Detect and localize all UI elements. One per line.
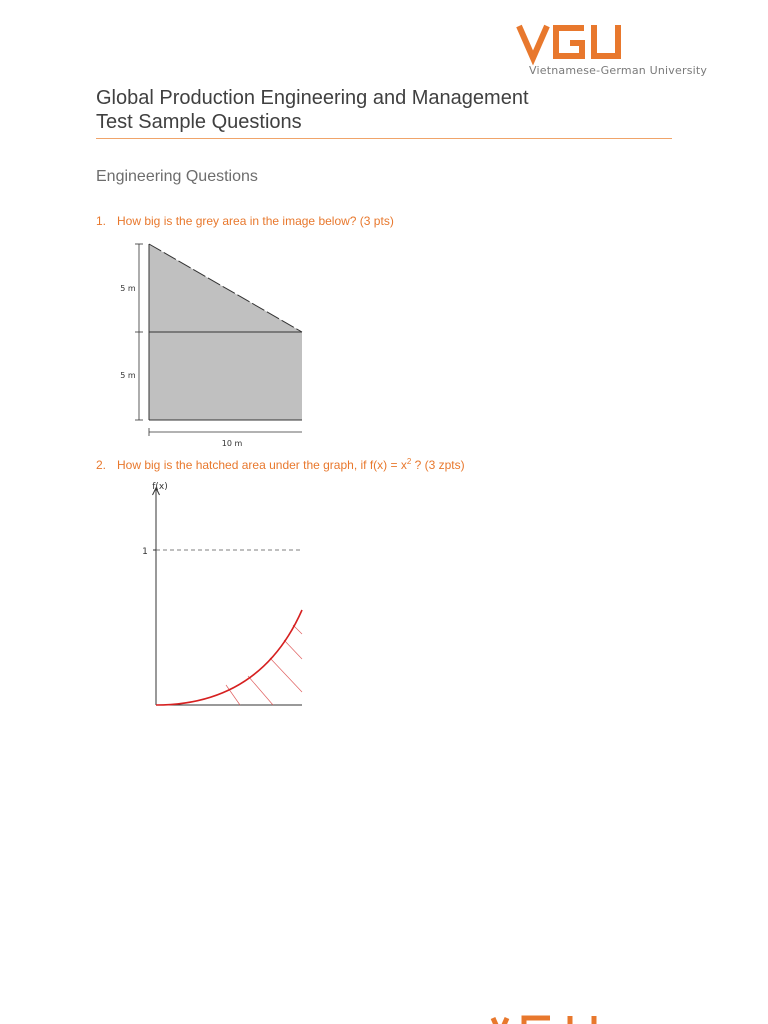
university-name: Vietnamese-German University xyxy=(529,64,708,77)
question-text-before: How big is the hatched area under the graph, if f(x) = x xyxy=(117,458,407,472)
title-line-1: Global Production Engineering and Management xyxy=(96,87,529,109)
footer-logo-letter-u xyxy=(570,1016,594,1024)
question-text: How big is the grey area in the image below? (3 pts) xyxy=(117,214,394,228)
y-tick-label: 1 xyxy=(142,547,148,557)
question-superscript: 2 xyxy=(406,457,412,466)
question-text-after: ? (3 zpts) xyxy=(411,458,465,472)
y-axis-label: f(x) xyxy=(152,482,168,492)
footer-vgu-logo xyxy=(490,1010,630,1024)
footer-logo-letter-v xyxy=(493,1018,507,1024)
grey-area-figure xyxy=(110,236,310,452)
question-number: 2. xyxy=(96,458,107,472)
document-title xyxy=(96,86,676,134)
vgu-logo-letter-g xyxy=(556,28,584,56)
question-1 xyxy=(96,214,394,228)
question-2 xyxy=(96,457,465,472)
dimension-label-bottom: 5 m xyxy=(120,371,136,380)
vgu-logo-letter-u xyxy=(594,25,618,56)
question-number: 1. xyxy=(96,214,107,228)
title-line-2: Test Sample Questions xyxy=(96,111,302,133)
parabola-curve xyxy=(156,610,302,705)
section-heading: Engineering Questions xyxy=(96,168,258,185)
vgu-logo-letter-v xyxy=(519,26,547,58)
hatched-area-graph xyxy=(130,476,310,716)
dimension-label-top: 5 m xyxy=(120,284,136,293)
footer-logo-letter-g xyxy=(524,1018,550,1024)
dimension-label-width: 10 m xyxy=(221,439,243,448)
title-divider xyxy=(96,138,672,139)
